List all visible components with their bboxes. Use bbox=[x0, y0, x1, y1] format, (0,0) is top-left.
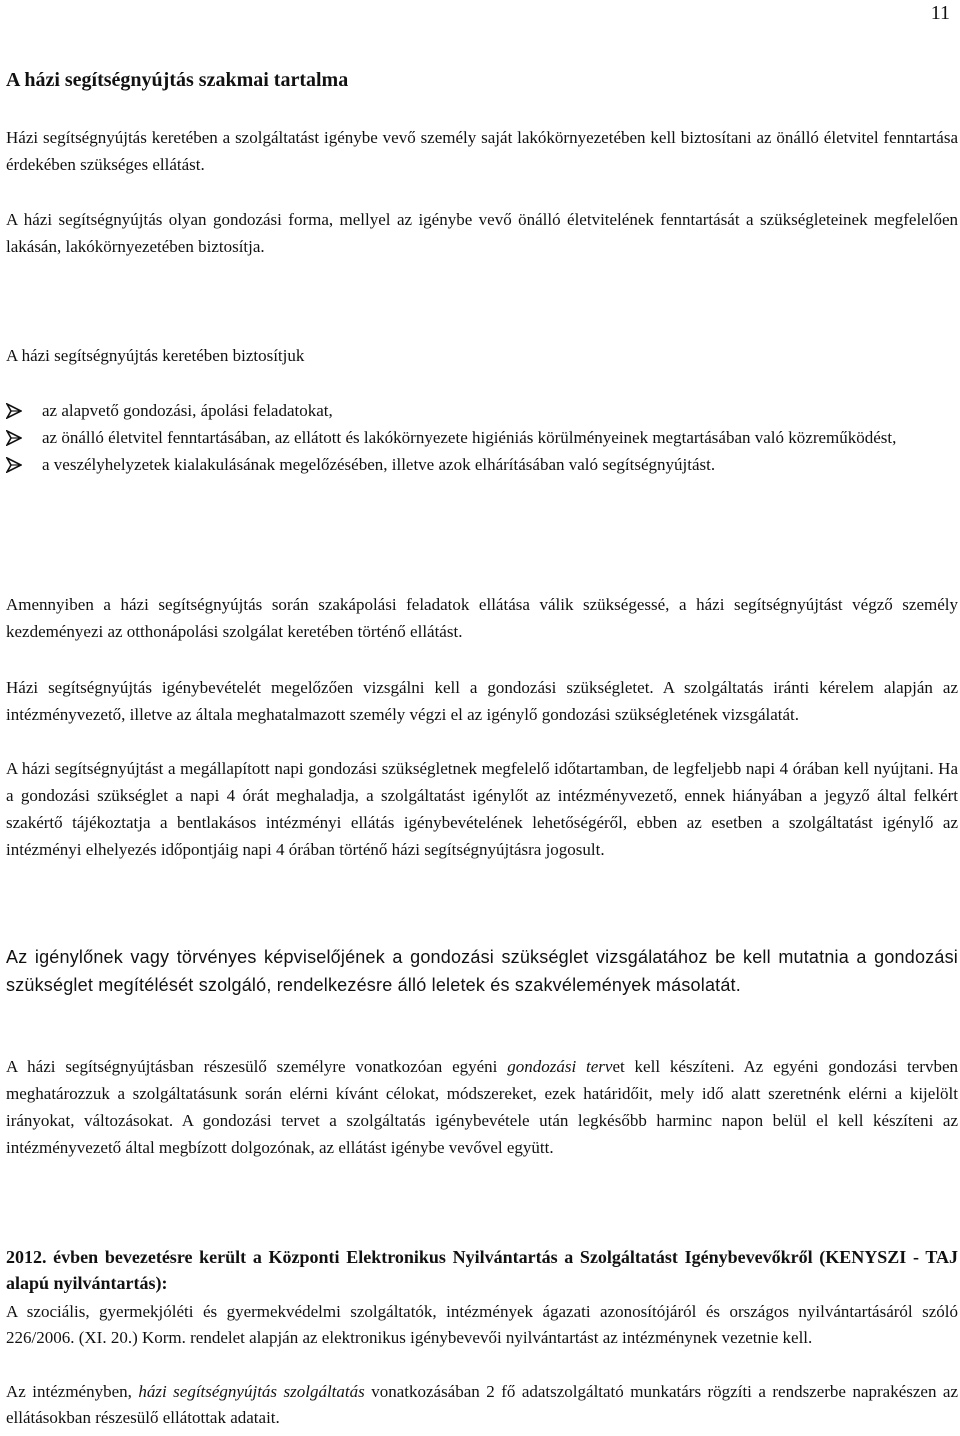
list-item-text: a veszélyhelyzetek kialakulásának megelőzésében, illetve azok elhárításában való segítségnyújtást. bbox=[42, 455, 716, 474]
paragraph-5: A házi segítségnyújtást a megállapított napi gondozási szükségletnek megfelelő időtartamban, de legfeljebb napi 4 órában kell nyújtani. Ha a gondozási szükséglet a napi 4 órát meghaladja, a szolgáltatást igénylőt az intézményvezető, ennek hiányában a jegyző által felkért szakértő tájékoztatja a bentlakásos intézményi ellátás igénybevételének lehetőségéről, ebben az esetben a szolgáltatást igénylő az intézményi elhelyezés időpontjáig napi 4 órában történő házi segítségnyújtásra jogosult. bbox=[6, 759, 958, 859]
paragraph-8: A szociális, gyermekjóléti és gyermekvédelmi szolgáltatók, intézmények ágazati azonosítójáról és országos nyilvántartásáról szóló 226/2006. (XI. 20.) Korm. rendelet alapján az elektronikus igénybevevői nyilvántartást az intézménynek vezetnie kell. bbox=[6, 1302, 958, 1347]
paragraph-4: Házi segítségnyújtás igénybevételét megelőzően vizsgálni kell a gondozási szükségletet. A szolgáltatás iránti kérelem alapján az intézményvezető, illetve az általa meghatalmazott személy végzi el az igénylő gondozási szükségletének vizsgálatát. bbox=[6, 678, 958, 724]
page-number: 11 bbox=[930, 2, 950, 24]
arrow-bullet-icon bbox=[6, 403, 22, 419]
service-list bbox=[6, 397, 958, 478]
kenyszi-heading: 2012. évben bevezetésre került a Központi Elektronikus Nyilvántartás a Szolgáltatást Igénybevevőkről (KENYSZI - TAJ alapú nyilvántartás): bbox=[6, 1247, 958, 1293]
list-intro: A házi segítségnyújtás keretében biztosítjuk bbox=[6, 346, 305, 365]
paragraph-7-text: A házi segítségnyújtásban részesülő személyre vonatkozóan egyéni bbox=[6, 1057, 508, 1076]
list-item-text: az alapvető gondozási, ápolási feladatokat, bbox=[42, 401, 333, 420]
paragraph-7 bbox=[6, 1053, 958, 1161]
arrow-bullet-icon bbox=[6, 457, 22, 473]
arrow-bullet-icon bbox=[6, 430, 22, 446]
document-page bbox=[6, 0, 958, 1436]
section-heading: A házi segítségnyújtás szakmai tartalma bbox=[6, 69, 349, 91]
paragraph-6: Az igénylőnek vagy törvényes képviselőjének a gondozási szükséglet vizsgálatához be kell mutatnia a gondozási szükséglet megítélését szolgáló, rendelkezésre álló leletek és szakvélemények másolatát. bbox=[6, 947, 958, 995]
care-plan-term: gondozási terv bbox=[507, 1057, 613, 1076]
service-name-term: házi segítségnyújtás szolgáltatás bbox=[138, 1382, 365, 1401]
paragraph-7-text: et kell készíteni. Az egyéni gondozási tervben meghatározzuk a szolgáltatásunk során elérni kívánt célokat, módszereket, ezek határidőit, mely idő alatt szeretnénk elérni a kijelölt irányokat, változásokat. A gondozási tervet a szolgáltatás igénybevétele után legkésőbb harminc napon belül el kell készíteni az intézményvezető által megbízott dolgozónak, az ellátást igénybe vevővel együtt. bbox=[6, 1057, 958, 1157]
paragraph-9-text: Az intézményben, bbox=[6, 1382, 139, 1401]
list-item bbox=[6, 424, 958, 451]
paragraph-1: Házi segítségnyújtás keretében a szolgáltatást igénybe vevő személy saját lakókörnyezetében kell biztosítani az önálló életvitel fenntartása érdekében szükséges ellátást. bbox=[6, 128, 958, 174]
paragraph-9-text: vonatkozásában 2 fő adatszolgáltató munkatárs rögzíti a rendszerbe naprakészen az ellátásokban részesülő ellátottak adatait. bbox=[6, 1382, 958, 1427]
list-item bbox=[6, 451, 958, 478]
paragraph-2: A házi segítségnyújtás olyan gondozási forma, mellyel az igénybe vevő önálló életvitelének fenntartását a szükségleteinek megfelelően lakásán, lakókörnyezetében biztosítja. bbox=[6, 210, 958, 256]
paragraph-9 bbox=[6, 1379, 958, 1431]
list-item-text: az önálló életvitel fenntartásában, az ellátott és lakókörnyezete higiéniás körülményeinek megtartásában való közreműködést, bbox=[42, 428, 897, 447]
paragraph-3: Amennyiben a házi segítségnyújtás során szakápolási feladatok ellátása válik szükségessé, a házi segítségnyújtást végző személy kezdeményezi az otthonápolási szolgálat keretében történő ellátást. bbox=[6, 595, 958, 641]
list-item bbox=[6, 397, 958, 424]
